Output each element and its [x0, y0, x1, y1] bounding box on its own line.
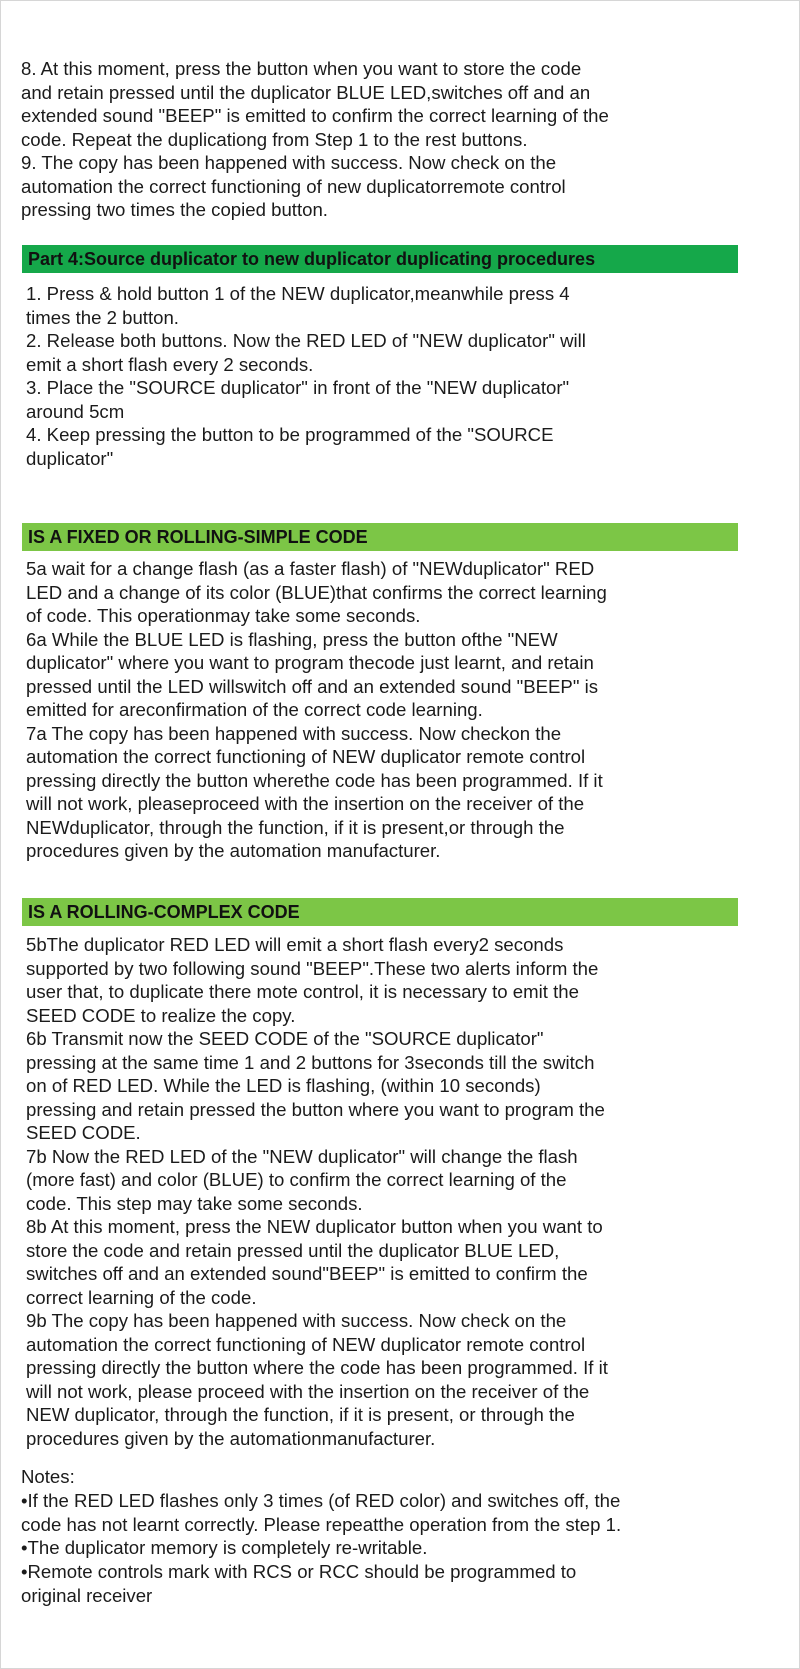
fixed-code-steps-text: 5a wait for a change flash (as a faster flash) of "NEWduplicator" RED LED and a change of its color (BLUE)that confirms the correct learning of code. This operationmay take some seconds. 6a While the BLUE LED is flashing, press the button ofthe "NEW duplicator" where you want to program thecode just learnt, and retain pressed until the LED willswitch off and an extended sound "BEEP" is emitted for areconfirmation of the correct code learning. 7a The copy has been happened with success. Now checkon the automation the correct functioning of NEW duplicator remote control pressing directly the button wherethe code has been programmed. If it will not work, pleaseproceed with the insertion on the receiver of the NEWduplicator, through the function, if it is present,or through the procedures given by the automation manufacturer. — [26, 558, 607, 861]
notes-item: •Remote controls mark with RCS or RCC should be programmed to original receiver — [21, 1561, 577, 1606]
rolling-code-steps-text: 5bThe duplicator RED LED will emit a short flash every2 seconds supported by two following sound "BEEP".These two alerts inform the user that, to duplicate there mote control, it is necessary to emit the SEED CODE to realize the copy. 6b Transmit now the SEED CODE of the "SOURCE duplicator" pressing at the same time 1 and 2 buttons for 3seconds till the switch on of RED LED. While the LED is flashing, (within 10 seconds) pressing and retain pressed the button where you want to program the SEED CODE. 7b Now the RED LED of the "NEW duplicator" will change the flash (more fast) and color (BLUE) to confirm the correct learning of the code. This step may take some seconds. 8b At this moment, press the NEW duplicator button when you want to store the code and retain pressed until the duplicator BLUE LED, switches off and an extended sound"BEEP" is emitted to confirm the correct learning of the code. 9b The copy has been happened with success. Now check on the automation the correct functioning of NEW duplicator remote control pressing directly the button where the code has been programmed. If it will not work, please proceed with the insertion on the receiver of the NEW duplicator, through the function, if it is present, or through the procedures given by the automationmanufacturer. — [26, 934, 608, 1449]
rolling-code-section-header: IS A ROLLING-COMPLEX CODE — [22, 898, 738, 926]
intro-steps-text: 8. At this moment, press the button when you want to store the code and retain pressed until the duplicator BLUE LED,switches off and an extended sound "BEEP" is emitted to confirm the correct learning of the code. Repeat the duplicationg from Step 1 to the rest buttons. 9. The copy has been happened with success. Now check on the automation the correct functioning of new duplicatorremote control pressing two times the copied button. — [21, 58, 609, 220]
notes-item: •The duplicator memory is completely re-writable. — [21, 1537, 428, 1558]
notes-title: Notes: — [21, 1466, 75, 1487]
fixed-code-section-header: IS A FIXED OR ROLLING-SIMPLE CODE — [22, 523, 738, 551]
part4-steps-text: 1. Press & hold button 1 of the NEW duplicator,meanwhile press 4 times the 2 button. 2. Release both buttons. Now the RED LED of "NEW duplicator" will emit a short flash every 2 seconds. 3. Place the "SOURCE duplicator" in front of the "NEW duplicator" around 5cm 4. Keep pressing the button to be programmed of the "SOURCE duplicator" — [26, 283, 586, 469]
notes-item: •If the RED LED flashes only 3 times (of RED color) and switches off, the code has not learnt correctly. Please repeatthe operation from the step 1. — [21, 1490, 622, 1535]
part4-section-header: Part 4:Source duplicator to new duplicator duplicating procedures — [22, 245, 738, 273]
